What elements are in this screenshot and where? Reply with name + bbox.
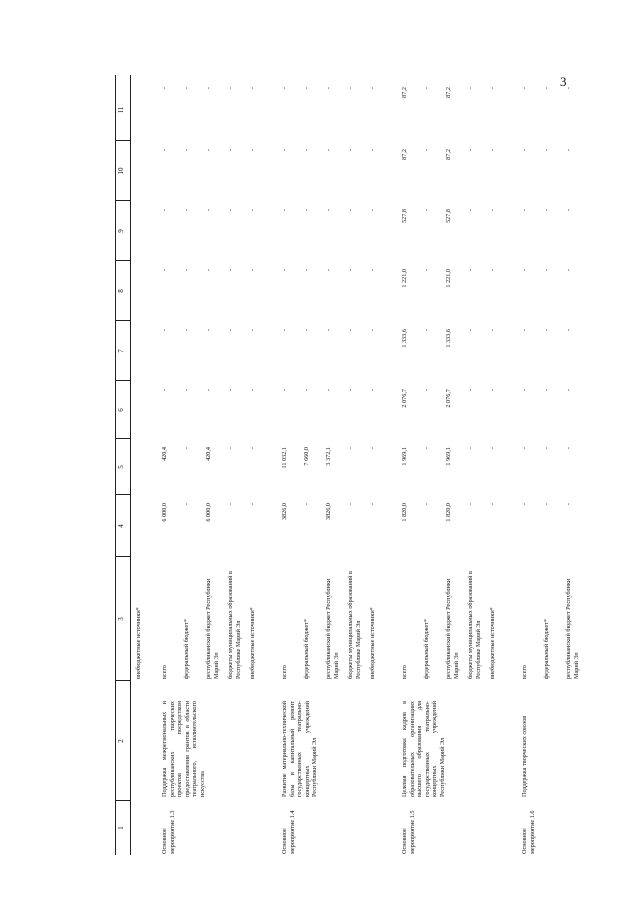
value-cell: - <box>543 329 550 332</box>
value-cell: - <box>467 389 474 392</box>
value-cell: - <box>565 329 572 332</box>
value-cell: - <box>303 209 310 212</box>
value-cell: - <box>467 269 474 272</box>
value-cell: - <box>281 87 288 90</box>
value-cell: - <box>565 87 572 90</box>
value-cell: 7 660,0 <box>303 447 310 466</box>
col-divider <box>116 680 130 681</box>
value-cell: - <box>521 389 528 392</box>
value-cell: - <box>543 149 550 152</box>
value-cell: - <box>249 389 256 392</box>
value-cell: - <box>325 209 332 212</box>
source-cell: всего <box>401 665 408 679</box>
table-header <box>115 75 131 855</box>
value-cell: - <box>303 503 310 506</box>
value-cell: - <box>205 209 212 212</box>
value-cell: 87,2 <box>445 149 452 160</box>
value-cell: - <box>467 209 474 212</box>
value-cell: - <box>303 389 310 392</box>
value-cell: - <box>467 87 474 90</box>
value-cell: - <box>161 209 168 212</box>
value-cell: - <box>489 269 496 272</box>
col-header-3: 3 <box>117 617 125 621</box>
value-cell: 3826,0 <box>281 503 288 521</box>
value-cell: - <box>489 329 496 332</box>
value-cell: - <box>565 209 572 212</box>
source-cell: федеральный бюджет* <box>303 618 310 679</box>
value-cell: - <box>249 447 256 450</box>
source-cell: всего <box>521 665 528 679</box>
source-cell: всего <box>281 665 288 679</box>
source-cell: бюджеты муниципальных образований в Республике Марий Эл <box>347 571 362 679</box>
value-cell: - <box>467 149 474 152</box>
value-cell: - <box>281 269 288 272</box>
value-cell: - <box>183 149 190 152</box>
value-cell: - <box>489 87 496 90</box>
value-cell: - <box>423 149 430 152</box>
value-cell: - <box>183 389 190 392</box>
col-divider <box>116 320 130 321</box>
col-divider <box>116 556 130 557</box>
measure-name: Основное мероприятие 1.5 <box>401 810 416 854</box>
value-cell: - <box>467 503 474 506</box>
value-cell: - <box>347 209 354 212</box>
value-cell: 6 000,0 <box>205 503 212 522</box>
value-cell: - <box>281 329 288 332</box>
value-cell: - <box>543 87 550 90</box>
value-cell: - <box>303 87 310 90</box>
value-cell: - <box>543 389 550 392</box>
measure-name: Основное мероприятие 1.6 <box>521 810 536 854</box>
value-cell: 1 221,0 <box>401 269 408 288</box>
value-cell: - <box>205 269 212 272</box>
measure-name: Основное мероприятие 1.4 <box>281 810 296 854</box>
value-cell: - <box>249 269 256 272</box>
measure-description: Поддержка творческих союзов <box>521 715 528 797</box>
value-cell: - <box>183 447 190 450</box>
value-cell: 87,2 <box>401 87 408 98</box>
value-cell: - <box>227 149 234 152</box>
col-divider <box>116 438 130 439</box>
value-cell: 3826,0 <box>325 503 332 521</box>
value-cell: 420,4 <box>161 447 168 461</box>
source-cell: бюджеты муниципальных образований в Республике Марий Эл <box>467 571 482 679</box>
value-cell: - <box>325 269 332 272</box>
source-cell: внебюджетные источники* <box>489 607 496 679</box>
value-cell: 420,4 <box>205 447 212 461</box>
value-cell: - <box>205 149 212 152</box>
value-cell: - <box>325 149 332 152</box>
value-cell: - <box>347 329 354 332</box>
value-cell: - <box>227 447 234 450</box>
col-header-6: 6 <box>117 408 125 412</box>
col-header-8: 8 <box>117 289 125 293</box>
value-cell: 87,2 <box>445 87 452 98</box>
value-cell: 2 076,7 <box>445 389 452 408</box>
value-cell: - <box>423 87 430 90</box>
measure-description: Целевая подготовка кадров в образовательных организациях высшего образования для государственных театрально-концертных учреждений Республики Марий Эл <box>401 701 446 797</box>
value-cell: - <box>565 503 572 506</box>
value-cell: - <box>325 329 332 332</box>
value-cell: - <box>489 503 496 506</box>
value-cell: - <box>303 149 310 152</box>
col-header-2: 2 <box>117 739 125 743</box>
value-cell: - <box>369 87 376 90</box>
value-cell: - <box>227 269 234 272</box>
value-cell: - <box>303 269 310 272</box>
value-cell: - <box>281 209 288 212</box>
value-cell: - <box>227 389 234 392</box>
value-cell: - <box>565 149 572 152</box>
source-cell: внебюджетные источники* <box>135 607 142 679</box>
budget-table <box>115 75 580 855</box>
source-cell: всего <box>161 665 168 679</box>
value-cell: - <box>281 149 288 152</box>
value-cell: - <box>205 329 212 332</box>
value-cell: - <box>249 503 256 506</box>
value-cell: - <box>423 329 430 332</box>
page-number: 3 <box>560 74 567 89</box>
value-cell: - <box>249 209 256 212</box>
value-cell: - <box>183 503 190 506</box>
measure-description: Поддержка межрегиональных и республиканских творческих проектов посредством предоставления грантов в области театрального, исполнительского искусства <box>161 701 206 797</box>
value-cell: - <box>521 209 528 212</box>
value-cell: 527,8 <box>445 209 452 223</box>
value-cell: - <box>249 87 256 90</box>
value-cell: - <box>227 87 234 90</box>
value-cell: - <box>521 329 528 332</box>
value-cell: - <box>249 329 256 332</box>
value-cell: - <box>347 503 354 506</box>
value-cell: - <box>369 209 376 212</box>
source-cell: республиканский бюджет Республики Марий Эл <box>325 578 340 679</box>
value-cell: - <box>565 447 572 450</box>
value-cell: - <box>325 389 332 392</box>
value-cell: - <box>521 149 528 152</box>
value-cell: - <box>543 269 550 272</box>
value-cell: - <box>369 329 376 332</box>
col-header-4: 4 <box>117 524 125 528</box>
value-cell: - <box>369 389 376 392</box>
value-cell: 1 820,0 <box>401 503 408 522</box>
col-divider <box>116 494 130 495</box>
value-cell: - <box>543 447 550 450</box>
col-divider <box>116 140 130 141</box>
value-cell: - <box>565 389 572 392</box>
value-cell: - <box>183 329 190 332</box>
value-cell: - <box>489 209 496 212</box>
col-header-7: 7 <box>117 349 125 353</box>
value-cell: - <box>543 209 550 212</box>
col-header-1: 1 <box>117 826 125 830</box>
value-cell: - <box>369 269 376 272</box>
col-header-9: 9 <box>117 229 125 233</box>
value-cell: - <box>489 149 496 152</box>
source-cell: бюджеты муниципальных образований в Республике Марий Эл <box>227 571 242 679</box>
value-cell: 3 372,1 <box>325 447 332 466</box>
value-cell: - <box>161 389 168 392</box>
value-cell: - <box>565 269 572 272</box>
value-cell: - <box>347 269 354 272</box>
value-cell: 1 820,0 <box>445 503 452 522</box>
value-cell: - <box>227 503 234 506</box>
value-cell: - <box>543 503 550 506</box>
source-cell: республиканский бюджет Республики Марий Эл <box>445 578 460 679</box>
value-cell: - <box>325 87 332 90</box>
value-cell: - <box>423 209 430 212</box>
value-cell: - <box>347 389 354 392</box>
value-cell: 11 032,1 <box>281 447 288 469</box>
value-cell: - <box>423 447 430 450</box>
value-cell: - <box>423 269 430 272</box>
value-cell: - <box>369 447 376 450</box>
value-cell: 1 969,1 <box>401 447 408 466</box>
value-cell: - <box>183 269 190 272</box>
value-cell: - <box>281 389 288 392</box>
col-divider <box>116 380 130 381</box>
value-cell: - <box>227 209 234 212</box>
value-cell: - <box>347 87 354 90</box>
value-cell: - <box>423 389 430 392</box>
value-cell: - <box>489 447 496 450</box>
value-cell: 6 000,0 <box>161 503 168 522</box>
col-header-11: 11 <box>117 106 125 114</box>
source-cell: республиканский бюджет Республики Марий Эл <box>205 578 220 679</box>
source-cell: федеральный бюджет* <box>543 618 550 679</box>
value-cell: - <box>347 149 354 152</box>
value-cell: - <box>205 87 212 90</box>
col-divider <box>116 260 130 261</box>
value-cell: - <box>369 503 376 506</box>
source-cell: внебюджетные источники* <box>249 607 256 679</box>
measure-description: Развитие материально-технической базы и капитальный ремонт государственных театрально-концертных учреждений Республики Марий Эл <box>281 701 319 797</box>
value-cell: - <box>161 87 168 90</box>
value-cell: 1 333,6 <box>445 329 452 348</box>
value-cell: - <box>303 329 310 332</box>
value-cell: - <box>249 149 256 152</box>
value-cell: - <box>183 209 190 212</box>
measure-name: Основное мероприятие 1.3 <box>161 810 176 854</box>
value-cell: - <box>489 389 496 392</box>
col-divider <box>116 200 130 201</box>
value-cell: - <box>205 389 212 392</box>
value-cell: - <box>347 447 354 450</box>
value-cell: 2 076,7 <box>401 389 408 408</box>
value-cell: - <box>521 87 528 90</box>
value-cell: - <box>161 269 168 272</box>
source-cell: федеральный бюджет* <box>423 618 430 679</box>
col-header-5: 5 <box>117 465 125 469</box>
value-cell: - <box>227 329 234 332</box>
value-cell: 1 969,1 <box>445 447 452 466</box>
value-cell: - <box>521 269 528 272</box>
value-cell: 1 221,0 <box>445 269 452 288</box>
value-cell: - <box>183 87 190 90</box>
source-cell: внебюджетные источники* <box>369 607 376 679</box>
value-cell: - <box>369 149 376 152</box>
value-cell: 87,2 <box>401 149 408 160</box>
col-divider <box>116 800 130 801</box>
value-cell: - <box>521 447 528 450</box>
value-cell: 527,8 <box>401 209 408 223</box>
source-cell: федеральный бюджет* <box>183 618 190 679</box>
value-cell: - <box>161 149 168 152</box>
value-cell: - <box>467 447 474 450</box>
source-cell: республиканский бюджет Республики Марий Эл <box>565 578 580 679</box>
col-header-10: 10 <box>117 167 125 175</box>
value-cell: - <box>467 329 474 332</box>
value-cell: - <box>521 503 528 506</box>
value-cell: - <box>423 503 430 506</box>
value-cell: - <box>161 329 168 332</box>
value-cell: 1 333,6 <box>401 329 408 348</box>
